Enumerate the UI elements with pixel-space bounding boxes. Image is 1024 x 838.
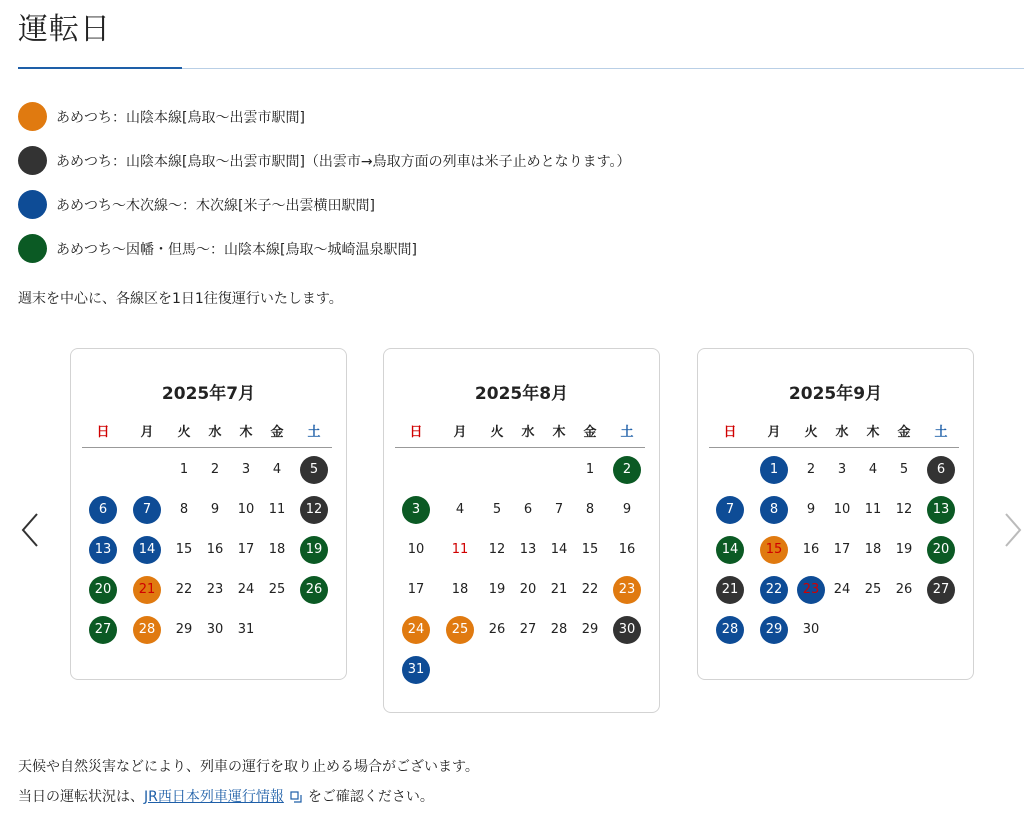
calendar-title: 2025年9月	[788, 384, 883, 404]
calendar-august	[383, 348, 660, 713]
calendar-day: 27	[89, 616, 117, 644]
calendar-day: 24	[402, 616, 430, 644]
calendar-day: 2	[210, 462, 220, 477]
page-title: 運転日	[18, 12, 111, 47]
calendar-day: 31	[402, 656, 430, 684]
calendar-day: 14	[550, 542, 568, 557]
calendar-day: 27	[519, 622, 537, 637]
calendar-day: 19	[895, 542, 913, 557]
calendar-day: 23	[797, 576, 825, 604]
calendar-day: 14	[716, 536, 744, 564]
weekday-header	[698, 421, 973, 441]
calendar-july	[70, 348, 347, 680]
weekday-tue: 火	[804, 425, 818, 440]
calendar-day: 3	[402, 496, 430, 524]
calendar-day: 7	[716, 496, 744, 524]
notice-suffix: をご確認ください。	[307, 789, 434, 805]
calendar-day: 12	[895, 502, 913, 517]
calendar-day: 29	[175, 622, 193, 637]
calendar-title: 2025年7月	[161, 384, 256, 404]
calendar-day: 4	[272, 462, 282, 477]
weekday-thu: 木	[239, 425, 253, 440]
calendar-day: 15	[581, 542, 599, 557]
calendar-september	[697, 348, 974, 680]
calendar-day: 21	[716, 576, 744, 604]
calendar-day: 21	[133, 576, 161, 604]
weekday-divider	[82, 447, 332, 448]
weekday-fri: 金	[270, 425, 284, 440]
calendar-day: 15	[760, 536, 788, 564]
calendar-day: 8	[760, 496, 788, 524]
calendar-day: 30	[613, 616, 641, 644]
weekday-fri: 金	[897, 425, 911, 440]
weekday-mon: 月	[453, 425, 467, 440]
calendar-title: 2025年8月	[474, 384, 569, 404]
blue-dot-icon	[18, 190, 47, 219]
orange-dot-icon	[18, 102, 47, 131]
calendar-day: 12	[488, 542, 506, 557]
calendar-day: 20	[519, 582, 537, 597]
calendar-day: 29	[581, 622, 599, 637]
calendar-day: 26	[488, 622, 506, 637]
calendar-day: 17	[237, 542, 255, 557]
calendar-day: 25	[864, 582, 882, 597]
calendar-day: 25	[268, 582, 286, 597]
next-month-button[interactable]	[1003, 512, 1023, 548]
weekday-mon: 月	[767, 425, 781, 440]
legend-label: あめつち〜因幡・但馬〜：山陰本線[鳥取〜城崎温泉駅間]	[56, 241, 417, 258]
calendar-day: 29	[760, 616, 788, 644]
calendar-day: 28	[550, 622, 568, 637]
calendar-day: 3	[241, 462, 251, 477]
calendar-day: 7	[554, 502, 564, 517]
calendar-day: 16	[618, 542, 636, 557]
weekday-divider	[709, 447, 959, 448]
green-dot-icon	[18, 234, 47, 263]
calendar-day: 11	[268, 502, 286, 517]
calendar-day: 12	[300, 496, 328, 524]
calendar-day: 19	[488, 582, 506, 597]
calendar-day: 18	[268, 542, 286, 557]
weekday-wed: 水	[835, 425, 849, 440]
calendar-day: 13	[89, 536, 117, 564]
calendar-day: 2	[806, 462, 816, 477]
weekday-wed: 水	[521, 425, 535, 440]
calendar-day: 23	[613, 576, 641, 604]
calendar-day: 4	[455, 502, 465, 517]
calendar-day: 16	[206, 542, 224, 557]
calendar-day: 7	[133, 496, 161, 524]
calendar-day: 20	[89, 576, 117, 604]
calendar-day: 30	[206, 622, 224, 637]
calendar-day: 8	[585, 502, 595, 517]
calendar-day: 20	[927, 536, 955, 564]
calendar-day: 1	[585, 462, 595, 477]
calendar-day: 28	[716, 616, 744, 644]
calendar-day: 16	[802, 542, 820, 557]
weekday-thu: 木	[866, 425, 880, 440]
calendar-day: 8	[179, 502, 189, 517]
calendar-day: 24	[833, 582, 851, 597]
weekday-sun: 日	[96, 425, 110, 440]
legend-item-green	[18, 234, 631, 263]
calendar-day: 1	[760, 456, 788, 484]
calendar-day: 11	[864, 502, 882, 517]
chevron-right-icon	[1003, 512, 1023, 548]
weekday-sun: 日	[723, 425, 737, 440]
calendar-day: 11	[451, 542, 469, 557]
calendar-day: 22	[760, 576, 788, 604]
weekday-header	[71, 421, 346, 441]
calendar-day: 5	[899, 462, 909, 477]
calendar-day: 24	[237, 582, 255, 597]
weekday-fri: 金	[583, 425, 597, 440]
calendar-day: 1	[179, 462, 189, 477]
title-divider-accent	[18, 67, 182, 69]
weekday-wed: 水	[208, 425, 222, 440]
calendar-day: 9	[210, 502, 220, 517]
notice-text: 天候や自然災害などにより、列車の運行を取り止める場合がございます。	[18, 759, 479, 775]
weekday-header	[384, 421, 659, 441]
calendar-day: 27	[927, 576, 955, 604]
calendar-day: 15	[175, 542, 193, 557]
calendar-day: 6	[927, 456, 955, 484]
calendar-day: 23	[206, 582, 224, 597]
calendar-day: 13	[927, 496, 955, 524]
weekday-mon: 月	[140, 425, 154, 440]
calendar-day: 9	[806, 502, 816, 517]
notice-prefix: 当日の運転状況は、	[18, 789, 144, 805]
calendar-day: 10	[833, 502, 851, 517]
weekday-divider	[395, 447, 645, 448]
calendar-day: 31	[237, 622, 255, 637]
calendar-day: 6	[89, 496, 117, 524]
calendar-day: 10	[237, 502, 255, 517]
weekday-tue: 火	[177, 425, 191, 440]
legend	[18, 102, 631, 278]
calendar-day: 10	[407, 542, 425, 557]
calendar-day: 26	[300, 576, 328, 604]
legend-item-dark	[18, 146, 631, 175]
legend-label: あめつち：山陰本線[鳥取〜出雲市駅間]	[56, 109, 305, 126]
calendar-day: 5	[300, 456, 328, 484]
legend-label: あめつち〜木次線〜：木次線[米子〜出雲横田駅間]	[56, 197, 375, 214]
dark-dot-icon	[18, 146, 47, 175]
weekday-sun: 日	[409, 425, 423, 440]
calendar-day: 9	[622, 502, 632, 517]
calendar-day: 28	[133, 616, 161, 644]
train-info-link[interactable]: JR西日本列車運行情報	[144, 789, 284, 805]
weekday-sat: 土	[934, 425, 948, 440]
calendar-day: 22	[581, 582, 599, 597]
weekday-thu: 木	[552, 425, 566, 440]
legend-item-blue	[18, 190, 631, 219]
calendar-day: 26	[895, 582, 913, 597]
calendar-day: 21	[550, 582, 568, 597]
calendar-day: 22	[175, 582, 193, 597]
calendar-day: 3	[837, 462, 847, 477]
weekday-sat: 土	[307, 425, 321, 440]
weekday-tue: 火	[490, 425, 504, 440]
intro-text: 週末を中心に、各線区を1日1往復運行いたします。	[18, 291, 343, 307]
calendar-day: 17	[833, 542, 851, 557]
prev-month-button[interactable]	[20, 512, 40, 548]
notice-status-line	[18, 786, 434, 806]
calendar-day: 2	[613, 456, 641, 484]
legend-label: あめつち：山陰本線[鳥取〜出雲市駅間]（出雲市→鳥取方面の列車は米子止めとなります。）	[56, 153, 631, 170]
calendar-day: 25	[446, 616, 474, 644]
calendar-day: 17	[407, 582, 425, 597]
calendar-day: 5	[492, 502, 502, 517]
weekday-sat: 土	[620, 425, 634, 440]
calendar-day: 19	[300, 536, 328, 564]
calendar-day: 13	[519, 542, 537, 557]
calendar-day: 18	[864, 542, 882, 557]
chevron-left-icon	[20, 512, 40, 548]
calendar-day: 30	[802, 622, 820, 637]
calendar-day: 18	[451, 582, 469, 597]
calendar-day: 6	[523, 502, 533, 517]
calendar-day: 4	[868, 462, 878, 477]
external-link-icon	[290, 791, 302, 803]
calendar-day: 14	[133, 536, 161, 564]
legend-item-orange	[18, 102, 631, 131]
